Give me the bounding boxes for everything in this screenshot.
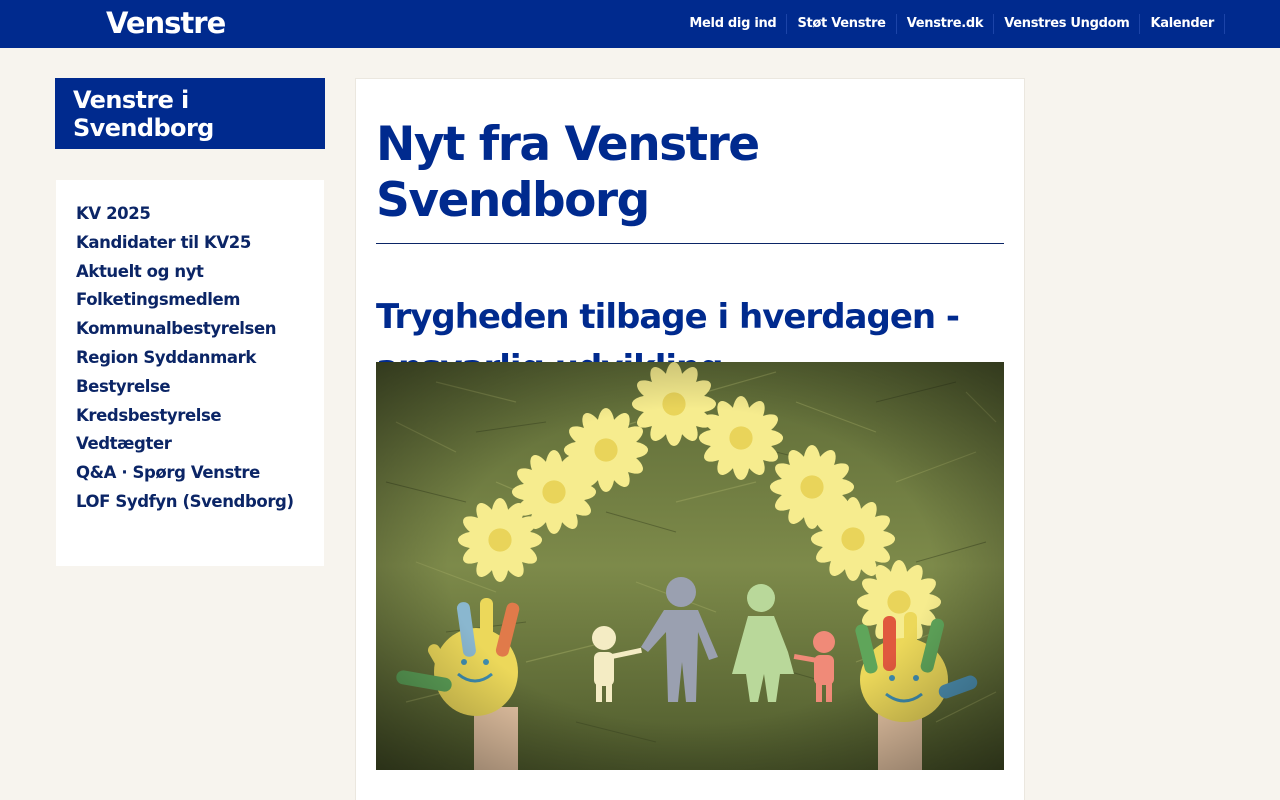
sidebar-item-folketingsmedlem[interactable]: Folketingsmedlem [76, 290, 241, 310]
sidebar-menu [56, 180, 324, 566]
nav-meld-dig-ind-link[interactable]: Meld dig ind [679, 14, 787, 34]
page-title: Nyt fra Venstre Svendborg [376, 117, 1004, 244]
article-image[interactable] [376, 362, 1004, 770]
sidebar-item-vedtaegter[interactable]: Vedtægter [76, 434, 172, 454]
sidebar-item-lof-sydfyn[interactable]: LOF Sydfyn (Svendborg) [76, 491, 294, 511]
sidebar-item [76, 375, 304, 404]
sidebar-item [76, 317, 304, 346]
sidebar-item [76, 461, 304, 490]
sidebar-item [76, 260, 304, 289]
sidebar-item [76, 288, 304, 317]
nav-kalender-link[interactable]: Kalender [1140, 14, 1225, 34]
sidebar-item-kandidater[interactable]: Kandidater til KV25 [76, 232, 251, 252]
top-bar [0, 0, 1280, 48]
sidebar-item-qa[interactable]: Q&A · Spørg Venstre [76, 463, 260, 483]
article-title[interactable]: Trygheden tilbage i hverdagen - [376, 297, 960, 337]
sidebar-item-aktuelt[interactable]: Aktuelt og nyt [76, 261, 204, 281]
sidebar-item [76, 202, 304, 231]
sidebar-item [76, 432, 304, 461]
main-content [355, 78, 1025, 800]
sidebar-item [76, 490, 304, 519]
sidebar-item [76, 404, 304, 433]
sidebar-item-kommunalbestyrelsen[interactable]: Kommunalbestyrelsen [76, 319, 277, 339]
sidebar-item-kv-2025[interactable]: KV 2025 [76, 204, 151, 223]
sidebar-item [76, 346, 304, 375]
top-navigation [679, 0, 1225, 48]
nav-stoet-venstre-link[interactable]: Støt Venstre [787, 14, 896, 34]
sidebar-item-kredsbestyrelse[interactable]: Kredsbestyrelse [76, 405, 222, 425]
sidebar-item-region-syddanmark[interactable]: Region Syddanmark [76, 347, 256, 367]
venstre-logo[interactable]: Venstre [106, 6, 226, 40]
sidebar-item-bestyrelse[interactable]: Bestyrelse [76, 376, 171, 396]
nav-venstre-dk-link[interactable]: Venstre.dk [897, 14, 995, 34]
nav-venstres-ungdom-link[interactable]: Venstres Ungdom [994, 14, 1140, 34]
sidebar-item [76, 231, 304, 260]
sidebar-title: Venstre i Svendborg [55, 78, 325, 149]
